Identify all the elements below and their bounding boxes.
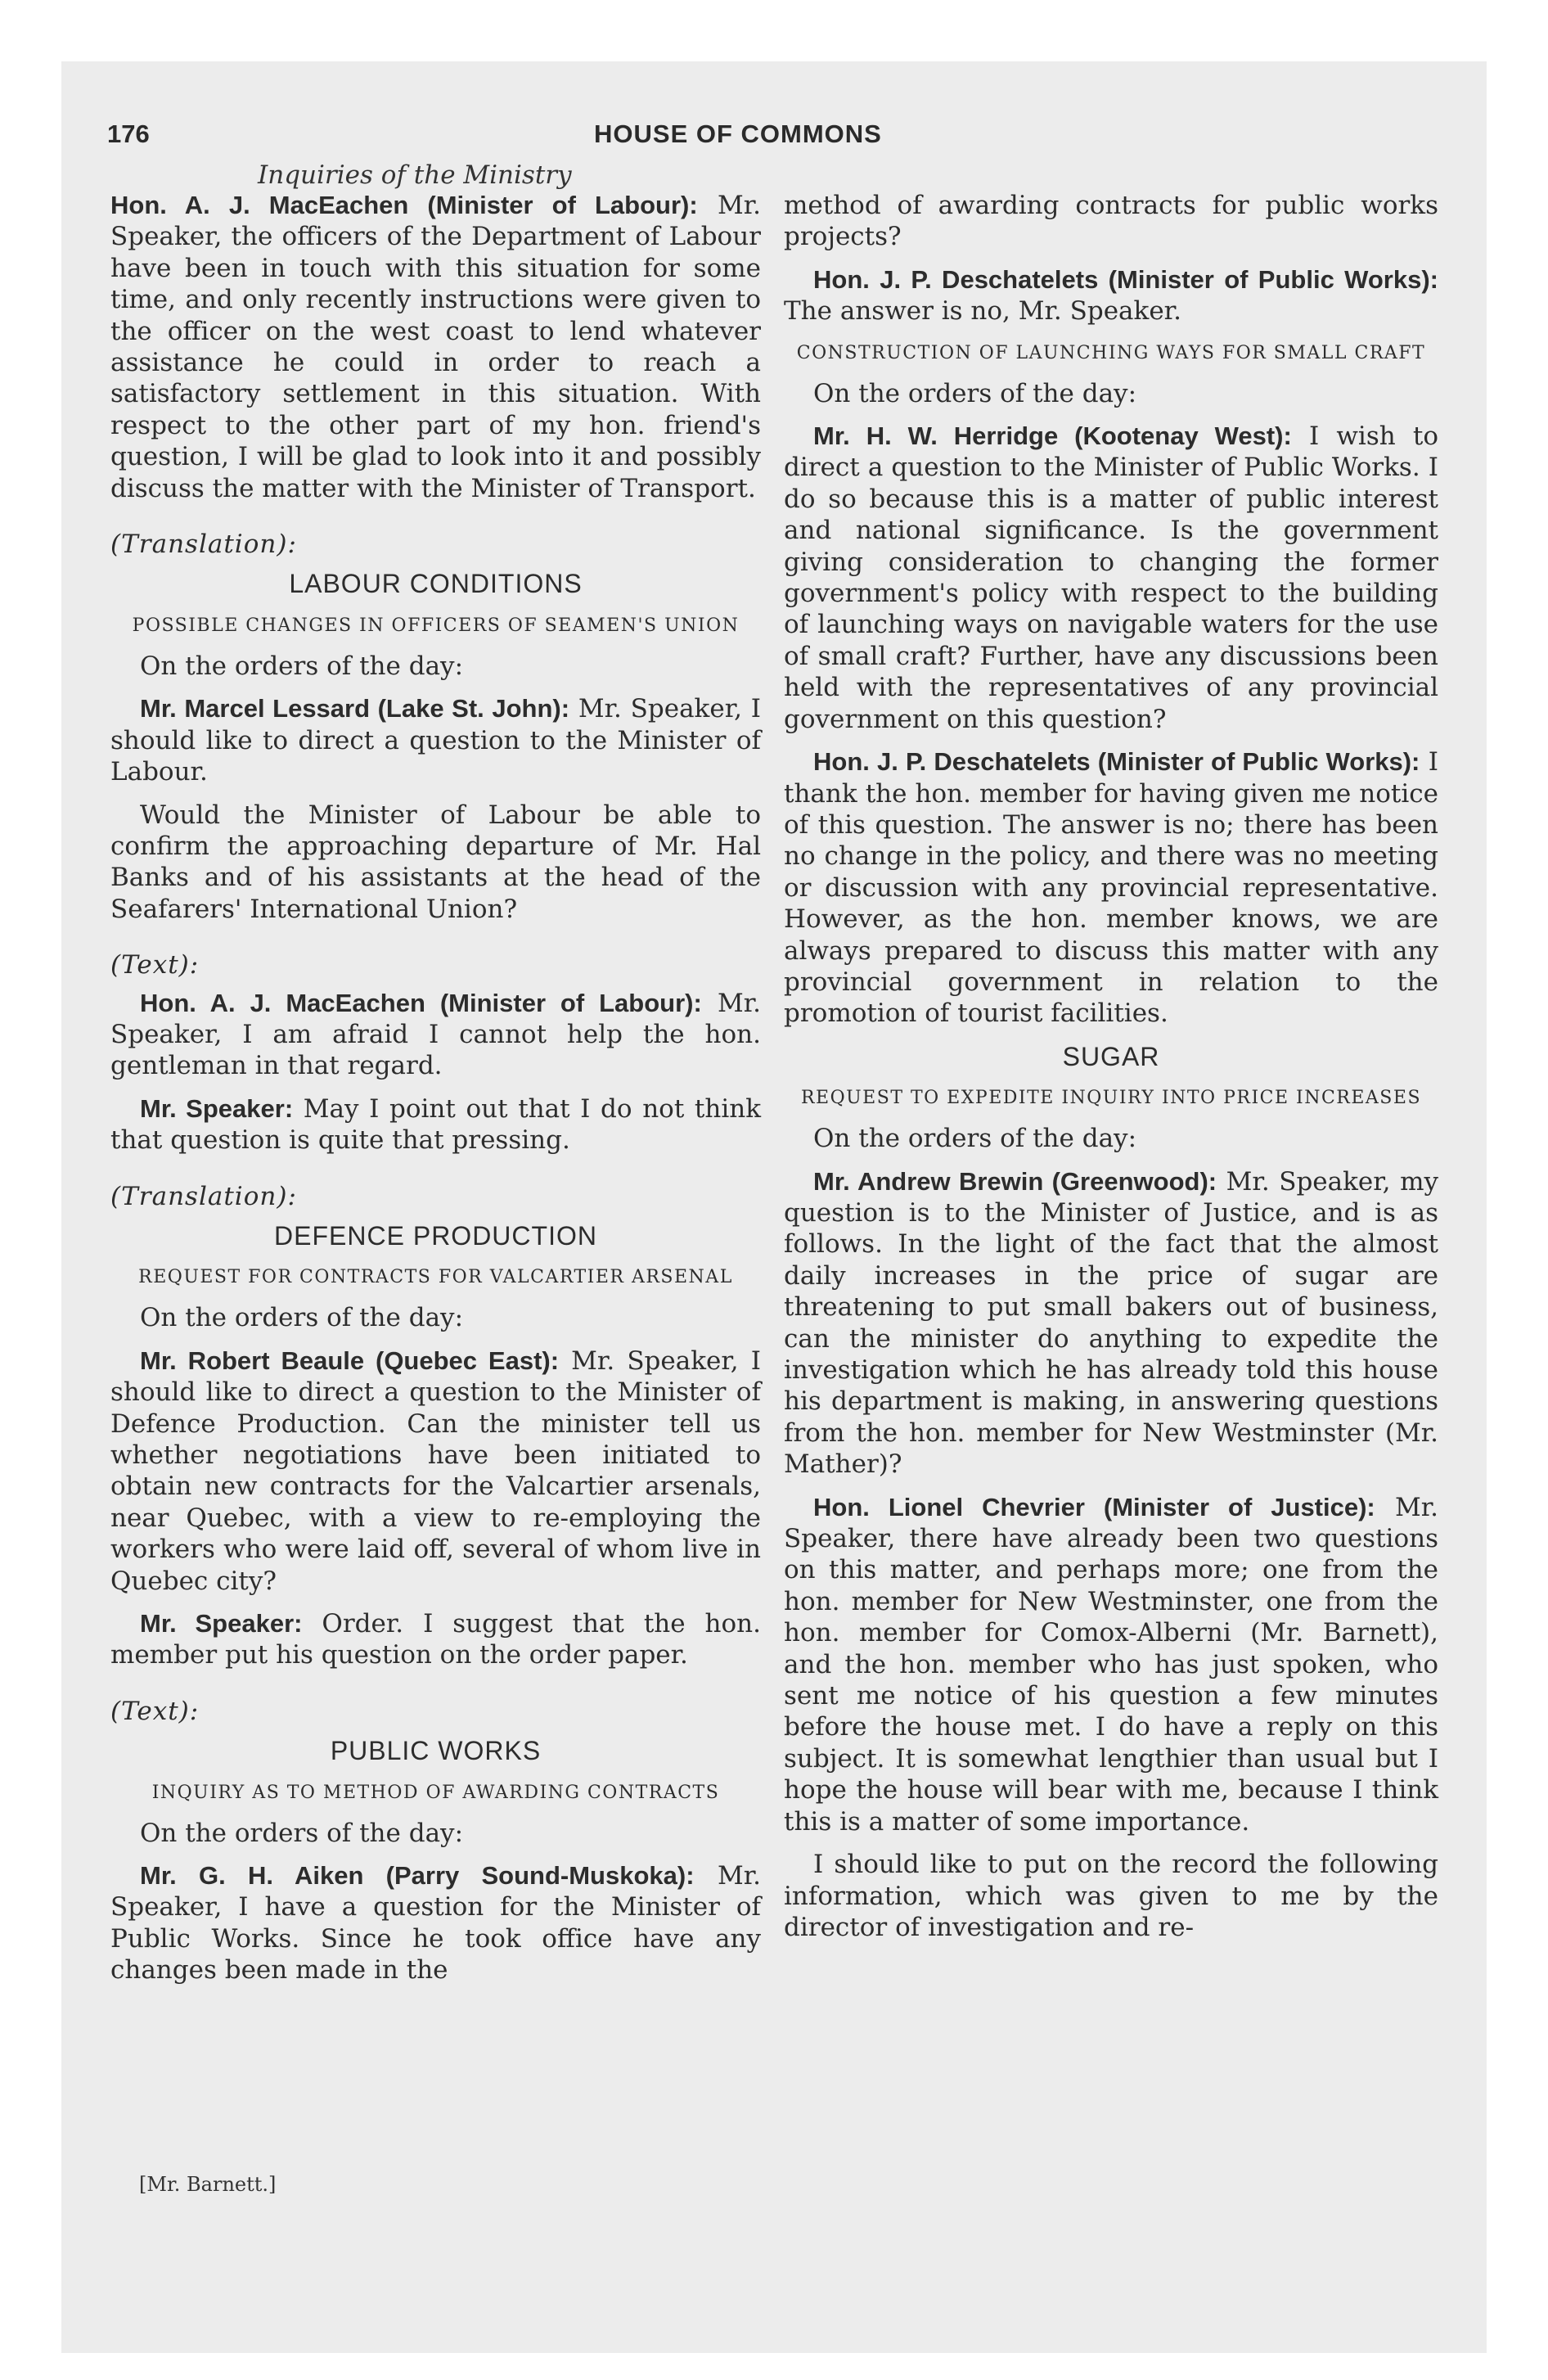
language-note: (Text): bbox=[110, 1696, 200, 1726]
paragraph bbox=[110, 1818, 761, 1849]
paragraph-text: On the orders of the day: bbox=[140, 1818, 464, 1848]
section-heading: SUGAR bbox=[1062, 1041, 1160, 1071]
speaker-name: Mr. Speaker: bbox=[140, 1093, 294, 1123]
paragraph-text: Mr. Speaker, I have a question for the Minister of Public Works. Since he took office have any changes been made in the bbox=[110, 1861, 761, 1986]
speaker-name: Hon. Lionel Chevrier (Minister of Justice): bbox=[813, 1492, 1375, 1521]
paragraph bbox=[110, 190, 761, 504]
speaker-name: Mr. H. W. Herridge (Kootenay West): bbox=[813, 421, 1292, 451]
paragraph-text: Mr. Speaker, there have already been two questions on this matter, and perhaps more; one from the hon. member for New Westminster, one from the hon. member for Comox-Alberni (Mr. Barnett), and the hon. member who has just spoken, who sent me notice of his question a few minutes before the house met. I do have a reply on this subject. It is somewhat lengthier than usual but I hope the house will bear with me, because I think this is a matter of some importance. bbox=[784, 1492, 1438, 1837]
page-number: 176 bbox=[107, 119, 150, 148]
section-subheading: POSSIBLE CHANGES IN OFFICERS OF SEAMEN'S UNION bbox=[132, 615, 740, 636]
paragraph bbox=[784, 378, 1438, 409]
section-subheading: REQUEST FOR CONTRACTS FOR VALCARTIER ARSENAL bbox=[138, 1267, 733, 1288]
paragraph bbox=[110, 988, 761, 1082]
paragraph-text: On the orders of the day: bbox=[140, 1303, 464, 1333]
section-heading: LABOUR CONDITIONS bbox=[289, 569, 583, 599]
left-column bbox=[110, 190, 761, 1998]
paragraph bbox=[110, 651, 761, 682]
speaker-name: Mr. Andrew Brewin (Greenwood): bbox=[813, 1166, 1217, 1196]
speaker-name: Mr. G. H. Aiken (Parry Sound-Muskoka): bbox=[140, 1861, 695, 1891]
paragraph-text: Mr. Speaker, my question is to the Minister of Justice, and is as follows. In the light of the fact that the almost daily increases in the price of sugar are threatening to put small bakers out of business, can the minister do anything to expedite the investigation which he has already told this house his department is making, in answering questions from the hon. member for New Westminster (Mr. Mather)? bbox=[784, 1166, 1438, 1480]
paragraph-text: I thank the hon. member for having given me notice of this question. The answer is no; there has been no change in the policy, and there was no meeting or discussion with any provincial representative. However, as the hon. member knows, we are always prepared to discuss this matter with any provincial government in relation to the promotion of tourist facilities. bbox=[784, 747, 1438, 1029]
paragraph bbox=[110, 1346, 761, 1597]
paragraph bbox=[784, 264, 1438, 327]
paragraph-text: Mr. Speaker, I should like to direct a question to the Minister of Defence Production. Can the minister tell us whether negotiations have been initiated to obtain new contracts for the Valcartier arsenals, near Quebec, with a view to re-employing the workers who were laid off, several of whom live in Quebec city? bbox=[110, 1346, 761, 1596]
language-note: (Text): bbox=[110, 950, 200, 980]
speaker-name: Mr. Marcel Lessard (Lake St. John): bbox=[140, 694, 570, 723]
paragraph bbox=[110, 1608, 761, 1671]
paragraph bbox=[110, 693, 761, 787]
speaker-name: Hon. J. P. Deschatelets (Minister of Public Works): bbox=[813, 264, 1438, 294]
section-heading: PUBLIC WORKS bbox=[330, 1736, 542, 1766]
paragraph bbox=[784, 746, 1438, 1030]
section-subheading: REQUEST TO EXPEDITE INQUIRY INTO PRICE INCREASES bbox=[800, 1088, 1422, 1109]
speaker-name: Mr. Speaker: bbox=[140, 1609, 303, 1639]
paragraph-text: I should like to put on the record the following information, which was given to me by the director of investigation and re- bbox=[784, 1850, 1438, 1942]
section-heading: DEFENCE PRODUCTION bbox=[274, 1220, 597, 1251]
paragraph-text: On the orders of the day: bbox=[140, 651, 464, 681]
speaker-name: Hon. A. J. MacEachen (Minister of Labour): bbox=[110, 191, 698, 219]
paragraph-text: On the orders of the day: bbox=[813, 378, 1137, 408]
language-note: (Translation): bbox=[110, 530, 297, 560]
paragraph bbox=[784, 421, 1438, 735]
section-subheading: CONSTRUCTION OF LAUNCHING WAYS FOR SMALL CRAFT bbox=[796, 342, 1426, 363]
right-column bbox=[784, 190, 1438, 1954]
paragraph bbox=[784, 1166, 1438, 1481]
speaker-name: Hon. A. J. MacEachen (Minister of Labour): bbox=[140, 988, 702, 1017]
paragraph-text: method of awarding contracts for public works projects? bbox=[784, 191, 1438, 252]
paragraph-text: The answer is no, Mr. Speaker. bbox=[784, 296, 1181, 327]
paragraph-text: Mr. Speaker, I should like to direct a question to the Minister of Labour. bbox=[110, 694, 762, 787]
footer-note: [Mr. Barnett.] bbox=[139, 2173, 277, 2196]
paragraph bbox=[784, 1492, 1438, 1837]
paragraph bbox=[784, 1849, 1438, 1943]
paragraph bbox=[784, 1123, 1438, 1154]
speaker-name: Mr. Robert Beaule (Quebec East): bbox=[140, 1346, 560, 1375]
paragraph-text: On the orders of the day: bbox=[813, 1124, 1137, 1154]
running-head: HOUSE OF COMMONS bbox=[594, 119, 882, 148]
paragraph-text: I wish to direct a question to the Minister of Public Works. I do so because this is a matter of public interest and national significance. Is the government giving consideration to changing the former government's policy with respect to the building of launching ways on navigable waters for the use of small craft? Further, have any discussions been held with the representatives of any provincial government on this question? bbox=[784, 421, 1438, 734]
paragraph-text: Order. I suggest that the hon. member put his question on the order paper. bbox=[110, 1609, 761, 1670]
paragraph bbox=[784, 190, 1438, 253]
paragraph bbox=[110, 1302, 761, 1333]
paragraph bbox=[110, 1093, 761, 1156]
section-subheading: INQUIRY AS TO METHOD OF AWARDING CONTRACTS bbox=[151, 1782, 720, 1803]
paragraph bbox=[110, 1860, 761, 1986]
paragraph-text: May I point out that I do not think that question is quite that pressing. bbox=[110, 1093, 761, 1156]
speaker-name: Hon. J. P. Deschatelets (Minister of Public Works): bbox=[813, 747, 1420, 777]
paragraph-text: Mr. Speaker, the officers of the Department of Labour have been in touch with this situation for some time, and only recently instructions were given to the officer on the west coast to lend whatever assistance he could in order to reach a satisfactory settlement in this situation. With respect to the other part of my hon. friend's question, I will be glad to look into it and possibly discuss the matter with the Minister of Transport. bbox=[110, 191, 761, 503]
paragraph-text: Mr. Speaker, I am afraid I cannot help the hon. gentleman in that regard. bbox=[110, 988, 761, 1081]
language-note: (Translation): bbox=[110, 1181, 297, 1211]
paragraph-text: Would the Minister of Labour be able to confirm the approaching departure of Mr. Hal Banks and of his assistants at the head of the Seafarers' International Union? bbox=[110, 800, 761, 924]
section-title: Inquiries of the Ministry bbox=[258, 160, 572, 190]
paragraph bbox=[110, 800, 761, 926]
